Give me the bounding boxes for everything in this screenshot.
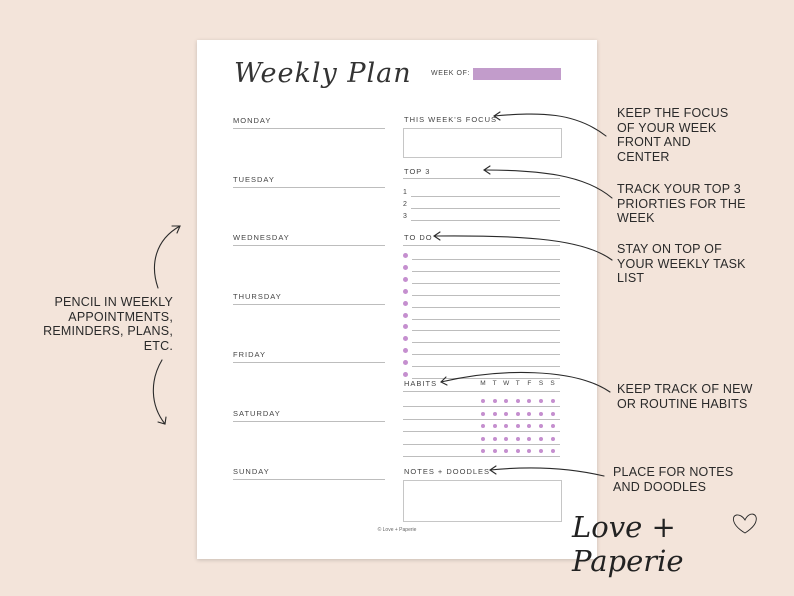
habit-day-label: W — [503, 380, 510, 387]
annotation-line: WEEK — [617, 211, 655, 225]
annotation-line: CENTER — [617, 149, 670, 164]
annotation-line: OR ROUTINE HABITS — [617, 396, 748, 411]
week-of-label: WEEK OF: — [431, 70, 471, 77]
top3-number: 3 — [403, 213, 407, 220]
page-title: Weekly Plan — [234, 58, 412, 89]
day-label-sunday: SUNDAY — [233, 467, 270, 476]
habit-day-label: T — [515, 380, 520, 387]
top3-number: 2 — [403, 201, 407, 208]
habit-day-label: S — [538, 380, 544, 387]
habit-day-label: M — [480, 380, 486, 387]
copyright: © Love + Paperie — [377, 527, 417, 533]
annotation-line: APPOINTMENTS, — [68, 309, 173, 324]
day-label-friday: FRIDAY — [233, 350, 266, 359]
annotation-line: KEEP TRACK OF NEW — [617, 382, 753, 396]
arrow-notes-icon — [490, 466, 604, 476]
annotation-line: LIST — [617, 271, 645, 285]
top3-number: 1 — [403, 189, 407, 196]
annotation-line: REMINDERS, PLANS, — [43, 324, 173, 338]
annotation-line: FRONT AND — [617, 135, 691, 149]
brand-logo: Love + Paperie — [572, 510, 684, 578]
notes-label: NOTES + DOODLES — [404, 467, 491, 476]
habits-label: HABITS — [404, 379, 438, 388]
annotation-line: OF YOUR WEEK — [617, 120, 717, 135]
arrow-focus-icon — [494, 112, 606, 136]
annotation-line: YOUR WEEKLY TASK — [617, 256, 746, 271]
day-label-saturday: SATURDAY — [233, 409, 281, 418]
annotation-line: PLACE FOR NOTES — [613, 465, 734, 479]
annotation-line: PENCIL IN WEEKLY — [54, 295, 173, 309]
annotation-line: KEEP THE FOCUS — [617, 106, 729, 120]
arrow-habits-icon — [441, 373, 610, 392]
top3-label: TOP 3 — [404, 167, 431, 176]
habit-day-label: S — [550, 380, 555, 387]
habit-day-label: F — [527, 380, 532, 387]
day-label-tuesday: TUESDAY — [233, 175, 275, 184]
annotation-line: STAY ON TOP OF — [617, 242, 722, 256]
heart-icon — [733, 514, 756, 533]
arrow-todo-icon — [434, 232, 612, 260]
day-label-monday: MONDAY — [233, 116, 272, 125]
arrow-up-icon — [154, 226, 180, 288]
habit-day-label: T — [492, 380, 497, 387]
annotation-line: AND DOODLES — [613, 479, 707, 494]
day-label-thursday: THURSDAY — [233, 292, 282, 301]
arrow-top3-icon — [484, 166, 612, 198]
annotation-line: PRIORTIES FOR THE — [617, 196, 746, 211]
focus-label: THIS WEEK'S FOCUS — [404, 115, 498, 124]
annotation-line: ETC. — [143, 338, 173, 353]
day-label-wednesday: WEDNESDAY — [233, 233, 290, 242]
arrow-down-icon — [153, 360, 166, 424]
todo-label: TO DO — [404, 233, 433, 242]
annotation-line: TRACK YOUR TOP 3 — [617, 182, 741, 196]
